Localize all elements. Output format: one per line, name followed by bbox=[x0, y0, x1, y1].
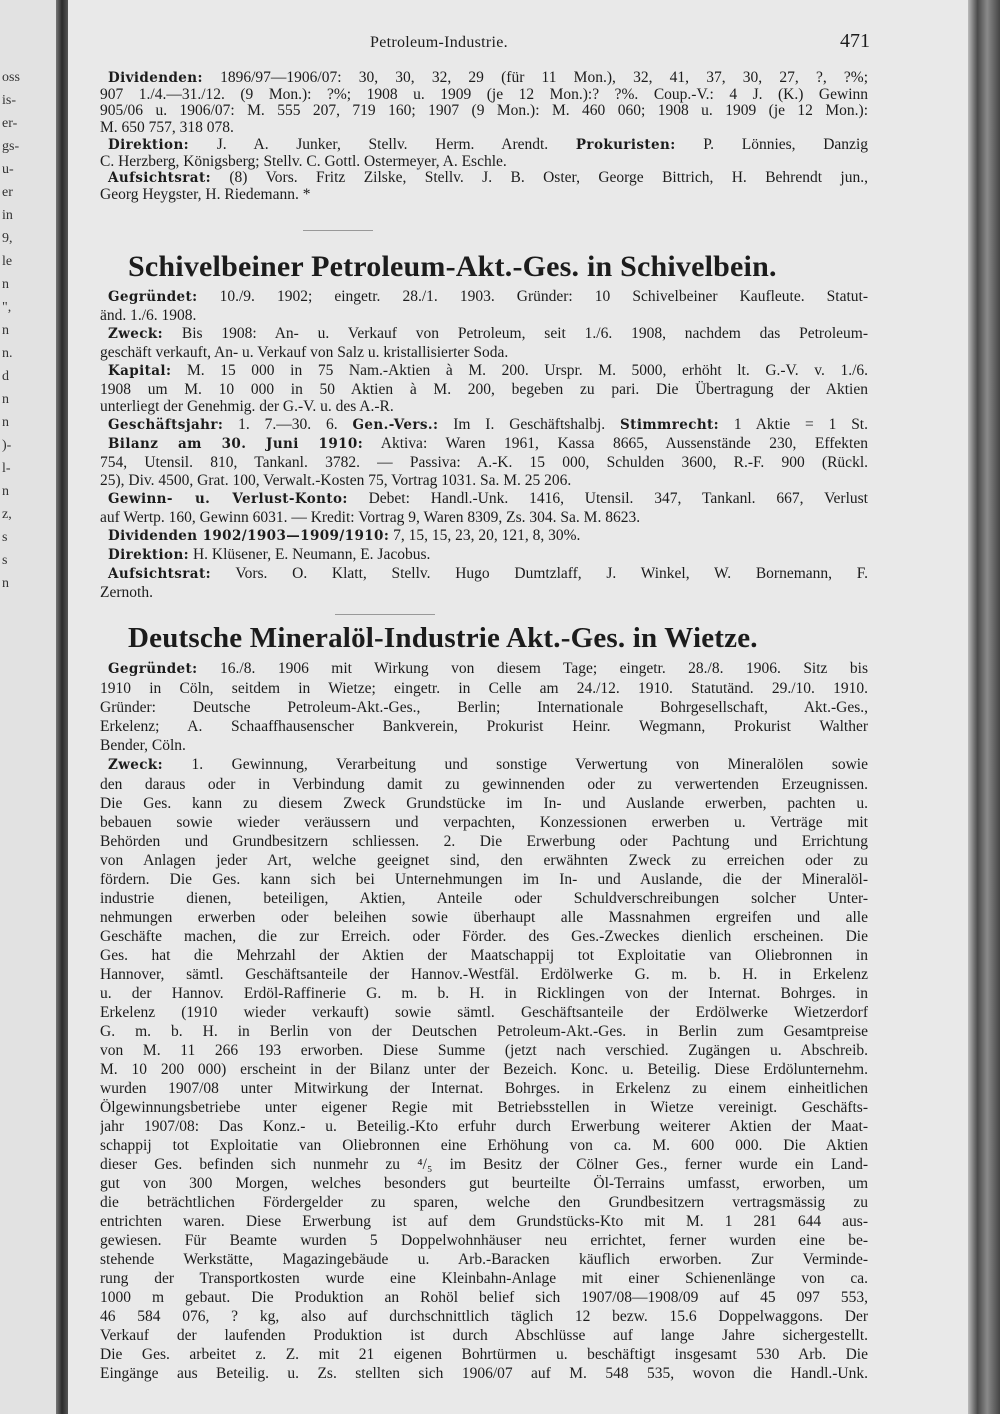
field-text: Zernoth. bbox=[100, 583, 153, 601]
field-text: jahr 1907/08: Das Konz.- u. Beteilig.-Kto erfuhr durch Erwerbung weiterer Aktien der Maat- bbox=[100, 1118, 868, 1135]
field-label: Direktion: bbox=[108, 546, 190, 563]
field-text: stehende Werkstätte, Magazingebäude u. Arb.-Baracken käuflich erworben. Zur Verminde- bbox=[100, 1251, 868, 1268]
field-text: von Anlagen jeder Art, welche geeignet sind, den erwähnten Zweck zu erreichen oder zu bbox=[100, 852, 868, 869]
previous-page-fragment: l- bbox=[2, 461, 11, 476]
separator-rule bbox=[335, 614, 435, 615]
field-text: 10./9. 1902; eingetr. 28./1. 1903. Gründer: 10 Schivelbeiner Kaufleute. Statut- bbox=[197, 288, 868, 305]
text-line bbox=[100, 454, 868, 472]
field-text: Eingänge aus Beteilig. u. Zs. stellten sich 1906/07 auf M. 548 535, wovon die Handl.-Unk. bbox=[100, 1365, 868, 1382]
field-text: von M. 11 266 193 erworben. Diese Summe (jetzt nach verschied. Zugängen u. Abschreib. bbox=[100, 1042, 868, 1059]
previous-page-fragment: z, bbox=[2, 507, 12, 522]
field-text: 905/06 u. 1906/07: M. 555 207, 719 160; 1907 (9 Mon.): M. 460 060; 1908 u. 1909 (je 12 Mon.): bbox=[100, 103, 868, 120]
text-line bbox=[100, 398, 868, 416]
text-line bbox=[100, 946, 868, 965]
text-line bbox=[100, 927, 868, 946]
section-continuation bbox=[100, 70, 868, 204]
text-line bbox=[100, 736, 868, 755]
text-line bbox=[100, 584, 868, 602]
text-line bbox=[100, 362, 868, 381]
previous-page-fragment: n bbox=[2, 277, 9, 292]
text-line bbox=[100, 1060, 868, 1079]
company-title-schivelbein: Schivelbeiner Petroleum-Akt.-Ges. in Schivelbein. bbox=[128, 250, 777, 283]
field-label: Geschäftsjahr: bbox=[108, 417, 224, 434]
field-text: P. Lönnies, Danzig bbox=[675, 136, 868, 153]
field-text: 1910 in Cöln, seitdem in Wietze; eingetr. in Celle am 24./12. 1910. Statutänd. 29./10. 1910. bbox=[100, 680, 868, 697]
text-line bbox=[100, 1174, 868, 1193]
text-line bbox=[100, 416, 868, 435]
text-line bbox=[100, 472, 868, 490]
text-line bbox=[100, 1345, 868, 1364]
text-line bbox=[100, 187, 868, 204]
previous-page-fragment: n bbox=[2, 576, 9, 591]
field-label: Gegründet: bbox=[108, 289, 198, 305]
field-text: Ges. hat die Mehrzahl der Aktien der Maatschappij tot Exploitatie van Oliebronnen in bbox=[100, 947, 868, 964]
text-line bbox=[100, 435, 868, 454]
text-line bbox=[100, 1022, 868, 1041]
field-text: u. der Hannov. Erdöl-Raffinerie G. m. b. H. in Ricklingen von der Internat. Bohrges. in bbox=[100, 985, 868, 1002]
text-line bbox=[100, 70, 868, 87]
text-line bbox=[100, 679, 868, 698]
field-label: Zweck: bbox=[108, 757, 164, 773]
field-text: M. 10 200 000) erscheint in der Bilanz unter der Bezeich. Konc. u. Beteilig. Diese Erdölunternehm. bbox=[100, 1061, 868, 1078]
field-text: Behörden und Grundbesitzern schliessen. 2. Die Erwerbung oder Pachtung und Errichtung bbox=[100, 833, 868, 850]
field-text: gut von 300 Morgen, welches besonders gut beurteilte Öl-Terrains umfasst, erworben, um bbox=[100, 1175, 868, 1192]
field-text: (8) Vors. Fritz Zilske, Stellv. J. B. Oster, George Bittrich, H. Behrendt jun., bbox=[210, 170, 868, 187]
text-line bbox=[100, 717, 868, 736]
field-text: C. Herzberg, Königsberg; Stellv. C. Gottl. Ostermeyer, A. Eschle. bbox=[100, 153, 507, 170]
text-line bbox=[100, 288, 868, 307]
text-line bbox=[100, 889, 868, 908]
text-line bbox=[100, 1136, 868, 1155]
field-text: unterliegt der Genehmig. der G.-V. u. des A.-R. bbox=[100, 398, 394, 416]
text-line bbox=[100, 1288, 868, 1307]
field-text: 16./8. 1906 mit Wirkung von diesem Tage; eingetr. 28./8. 1906. Sitz bis bbox=[197, 660, 868, 677]
text-line bbox=[100, 565, 868, 584]
text-line bbox=[100, 307, 868, 325]
field-text: Debet: Handl.-Unk. 1416, Utensil. 347, Tankanl. 667, Verlust bbox=[347, 489, 868, 507]
field-text: Bis 1908: An- u. Verkauf von Petroleum, seit 1./6. 1908, nachdem das Petroleum- bbox=[163, 324, 868, 342]
previous-page-fragment: er bbox=[2, 185, 13, 200]
field-text: M. 15 000 in 75 Nam.-Aktien à M. 200. Urspr. M. 5000, erhöht lt. G.-V. v. 1./6. bbox=[171, 361, 868, 379]
previous-page-fragment: ", bbox=[2, 300, 12, 315]
field-text: änd. 1./6. 1908. bbox=[100, 306, 197, 324]
field-text: Gründer: Deutsche Petroleum-Akt.-Ges., Berlin; Internationale Bohrgesellschaft, Akt.-Ges., bbox=[100, 699, 868, 716]
field-text: 25), Div. 4500, Grat. 100, Verwalt.-Kosten 75, Vortrag 1031. Sa. M. 25 206. bbox=[100, 472, 572, 490]
field-label: Aufsichtsrat: bbox=[108, 565, 211, 582]
previous-page-fragment: er- bbox=[2, 116, 18, 131]
field-text: Die Ges. kann zu diesem Zweck Grundstücke im In- und Auslande erwerben, pachten u. bbox=[100, 795, 868, 812]
text-line bbox=[100, 984, 868, 1003]
field-text: gewiesen. Für Beamte wurden 5 Doppelwohnhäuser neu errichtet, ferner wurden eine be- bbox=[100, 1232, 868, 1249]
field-text: Ölgewinnungsbetriebe unter eigener Regie mit Betriebsstellen in Wietze vereinigt. Geschäfts- bbox=[100, 1099, 868, 1116]
field-text: Erkelenz; A. Schaaffhausenscher Bankverein, Prokurist Heinr. Wegmann, Prokurist Walther bbox=[100, 718, 868, 735]
previous-page-fragment: le bbox=[2, 254, 13, 269]
previous-page-fragment: n bbox=[2, 392, 9, 407]
previous-page-edge bbox=[0, 0, 56, 1414]
text-line bbox=[100, 832, 868, 851]
text-line bbox=[100, 325, 868, 344]
page-number: 471 bbox=[840, 30, 870, 52]
field-text: nehmungen erwerben oder beleihen sowie überhaupt alle Massnahmen ergreifen und alle bbox=[100, 909, 868, 926]
field-text: wurden 1907/08 unter Mitwirkung der Internat. Bohrges. in Erkelenz zu einem einheitlichen bbox=[100, 1080, 868, 1097]
field-text: 1. 7.—30. 6. bbox=[223, 416, 353, 434]
text-line bbox=[100, 908, 868, 927]
text-line bbox=[100, 870, 868, 889]
previous-page-fragment: n bbox=[2, 323, 9, 338]
section-schivelbein bbox=[100, 288, 868, 601]
field-text: Im I. Geschäftshalbj. bbox=[438, 416, 621, 434]
previous-page-fragment: is- bbox=[2, 93, 16, 108]
field-label: Aufsichtsrat: bbox=[108, 170, 211, 187]
text-line bbox=[100, 1269, 868, 1288]
text-line bbox=[100, 1326, 868, 1345]
text-line bbox=[100, 659, 868, 679]
previous-page-fragment: u- bbox=[2, 162, 14, 177]
field-label: Dividenden 1902/1903—1909/1910: bbox=[108, 527, 390, 544]
field-text: fördern. Die Ges. kann sich bei Unternehmungen im In- und Auslande, die der Mineralöl- bbox=[100, 871, 868, 888]
text-line bbox=[100, 775, 868, 794]
text-line bbox=[100, 851, 868, 870]
text-line bbox=[100, 1003, 868, 1022]
running-head: Petroleum-Industrie. bbox=[370, 34, 508, 51]
field-label: Kapital: bbox=[108, 362, 172, 379]
field-text: Erkelenz (1910 wieder verkauft) sowie sämtl. Geschäftsanteile der Erdölwerke Wietzerdorf bbox=[100, 1004, 868, 1021]
field-text: 7, 15, 15, 23, 20, 121, 8, 30%. bbox=[389, 526, 581, 544]
text-line bbox=[100, 1117, 868, 1136]
field-text: den daraus oder in Verbindung damit zu gewinnenden oder zu verwertenden Erzeugnissen. bbox=[100, 776, 868, 793]
company-title-wietze: Deutsche Mineralöl-Industrie Akt.-Ges. in Wietze. bbox=[128, 622, 758, 654]
field-text: dieser Ges. befinden sich nunmehr zu ⁴/₅ im Besitz der Cölner Ges., ferner wurde ein Land- bbox=[100, 1156, 868, 1173]
field-text: entrichten waren. Diese Erwerbung ist auf dem Grundstücks-Kto mit M. 1 281 644 aus- bbox=[100, 1213, 868, 1230]
text-line bbox=[100, 794, 868, 813]
field-text: Geschäfte machen, die zur Erreich. oder Förder. des Ges.-Zweckes dienlich erscheinen. Die bbox=[100, 928, 868, 945]
text-line bbox=[100, 344, 868, 362]
previous-page-fragment: s bbox=[2, 553, 8, 568]
separator-rule bbox=[303, 230, 373, 231]
text-line bbox=[100, 1250, 868, 1269]
text-line bbox=[100, 1212, 868, 1231]
text-line bbox=[100, 170, 868, 187]
section-wietze bbox=[100, 659, 868, 1383]
text-line bbox=[100, 103, 868, 120]
previous-page-fragment: oss bbox=[2, 70, 20, 85]
text-line bbox=[100, 1041, 868, 1060]
field-label: Gewinn- u. Verlust-Konto: bbox=[108, 490, 348, 507]
previous-page-fragment: in bbox=[2, 208, 13, 223]
field-text: Vors. O. Klatt, Stellv. Hugo Dumtzlaff, J. Winkel, W. Bornemann, F. bbox=[210, 564, 868, 582]
field-text: J. A. Junker, Stellv. Herm. Arendt. bbox=[189, 136, 576, 153]
text-line bbox=[100, 1079, 868, 1098]
field-text: rung der Transportkosten wurde eine Kleinbahn-Anlage mit einer Schienenlänge von ca. bbox=[100, 1270, 868, 1287]
field-label: Dividenden: bbox=[108, 70, 203, 86]
previous-page-fragment: s bbox=[2, 530, 8, 545]
field-label: Zweck: bbox=[108, 325, 164, 342]
previous-page-fragment: gs- bbox=[2, 139, 20, 154]
field-text: Die Ges. arbeitet z. Z. mit 21 eigenen Bohrtürmen u. beschäftigt insgesamt 530 Arb. Die bbox=[100, 1346, 868, 1363]
field-text: G. m. b. H. in Berlin von der Deutschen Petroleum-Akt.-Ges. in Berlin zum Gesamtpreise bbox=[100, 1023, 868, 1040]
field-text: schappij tot Exploitatie van Oliebronnen eine Erhöhung von ca. M. 600 000. Die Aktien bbox=[100, 1137, 868, 1154]
text-line bbox=[100, 527, 868, 546]
text-line bbox=[100, 1155, 868, 1174]
field-text: 1. Gewinnung, Verarbeitung und sonstige Verwertung von Mineralölen sowie bbox=[163, 756, 868, 773]
text-line bbox=[100, 154, 868, 171]
text-line bbox=[100, 1307, 868, 1326]
field-text: industrie dienen, beteiligen, Aktien, Anteile oder Schuldverschreibungen solcher Unter- bbox=[100, 890, 868, 907]
text-line bbox=[100, 381, 868, 399]
text-line bbox=[100, 490, 868, 509]
field-label: Bilanz am 30. Juni 1910: bbox=[108, 436, 364, 453]
field-text: M. 650 757, 318 078. bbox=[100, 120, 234, 137]
field-text: auf Wertp. 160, Gewinn 6031. — Kredit: Vortrag 9, Waren 8309, Zs. 304. Sa. M. 8623. bbox=[100, 508, 641, 526]
field-text: H. Klüsener, E. Neumann, E. Jacobus. bbox=[189, 545, 431, 563]
text-line bbox=[100, 813, 868, 832]
previous-page-fragment: n bbox=[2, 484, 9, 499]
field-label: Gegründet: bbox=[108, 661, 198, 677]
previous-page-fragment: d bbox=[2, 369, 9, 384]
field-text: Bender, Cöln. bbox=[100, 737, 186, 754]
field-text: 907 1./4.—31./12. (9 Mon.): ?%; 1908 u. 1909 (je 12 Mon.):? ?%. Coup.-V.: 4 J. (K.) Gewinn bbox=[100, 86, 868, 103]
text-line bbox=[100, 698, 868, 717]
field-text: 754, Utensil. 810, Tankanl. 3782. — Passiva: A.-K. 15 000, Schulden 3600, R.-F. 900 (Rückl. bbox=[100, 454, 868, 472]
text-line bbox=[100, 120, 868, 137]
field-label: Direktion: bbox=[108, 136, 190, 153]
field-text: 1 Aktie = 1 St. bbox=[719, 416, 868, 434]
field-text: Verkauf der laufenden Produktion ist durch Abschlüsse auf lange Jahre sichergestellt. bbox=[100, 1327, 868, 1344]
field-label: Stimmrecht: bbox=[620, 417, 720, 434]
field-label: Prokuristen: bbox=[575, 136, 676, 153]
text-line bbox=[100, 1364, 868, 1383]
previous-page-fragment: n bbox=[2, 415, 9, 430]
text-line bbox=[100, 755, 868, 775]
field-text: 1896/97—1906/07: 30, 30, 32, 29 (für 11 Mon.), 32, 41, 37, 30, 27, ?, ?%; bbox=[202, 70, 868, 86]
text-line bbox=[100, 965, 868, 984]
field-text: Hannover, sämtl. Geschäftsanteile der Hannov.-Westfäl. Erdölwerke G. m. b. H. in Erkelenz bbox=[100, 966, 868, 983]
previous-page-fragment: )- bbox=[2, 438, 12, 453]
field-text: 1000 m gebaut. Die Produktion an Rohöl belief sich 1907/08—1908/09 auf 45 097 553, bbox=[100, 1289, 868, 1306]
text-line bbox=[100, 509, 868, 527]
text-line bbox=[100, 546, 868, 565]
page-edge-right bbox=[968, 0, 1000, 1414]
field-text: die beträchtlichen Fördergelder zu sparen, welche den Grundbesitzern vertragsmässig zu bbox=[100, 1194, 868, 1211]
field-text: 1908 um M. 10 000 in 50 Aktien à M. 200, begeben zu pari. Die Übertragung der Aktien bbox=[100, 380, 868, 398]
text-line bbox=[100, 137, 868, 154]
text-line bbox=[100, 1098, 868, 1117]
field-text: Georg Heygster, H. Riedemann. * bbox=[100, 186, 311, 203]
field-text: 46 584 076, ? kg, also auf durchschnittlich täglich 12 bezw. 15.6 Doppelwaggons. Der bbox=[100, 1308, 868, 1325]
book-gutter bbox=[56, 0, 68, 1414]
previous-page-fragment: 9, bbox=[2, 231, 13, 246]
field-text: bebauen sowie wieder veräussern und verpachten, Konzessionen erwerben u. Verträge mit bbox=[100, 814, 868, 831]
field-label: Gen.-Vers.: bbox=[352, 417, 439, 434]
text-line bbox=[100, 1193, 868, 1212]
field-text: Aktiva: Waren 1961, Kassa 8665, Aussenstände 230, Effekten bbox=[363, 435, 868, 453]
previous-page-fragment: n. bbox=[2, 346, 13, 361]
text-line bbox=[100, 1231, 868, 1250]
text-line bbox=[100, 87, 868, 104]
field-text: geschäft verkauft, An- u. Verkauf von Salz u. kristallisierter Soda. bbox=[100, 343, 509, 361]
